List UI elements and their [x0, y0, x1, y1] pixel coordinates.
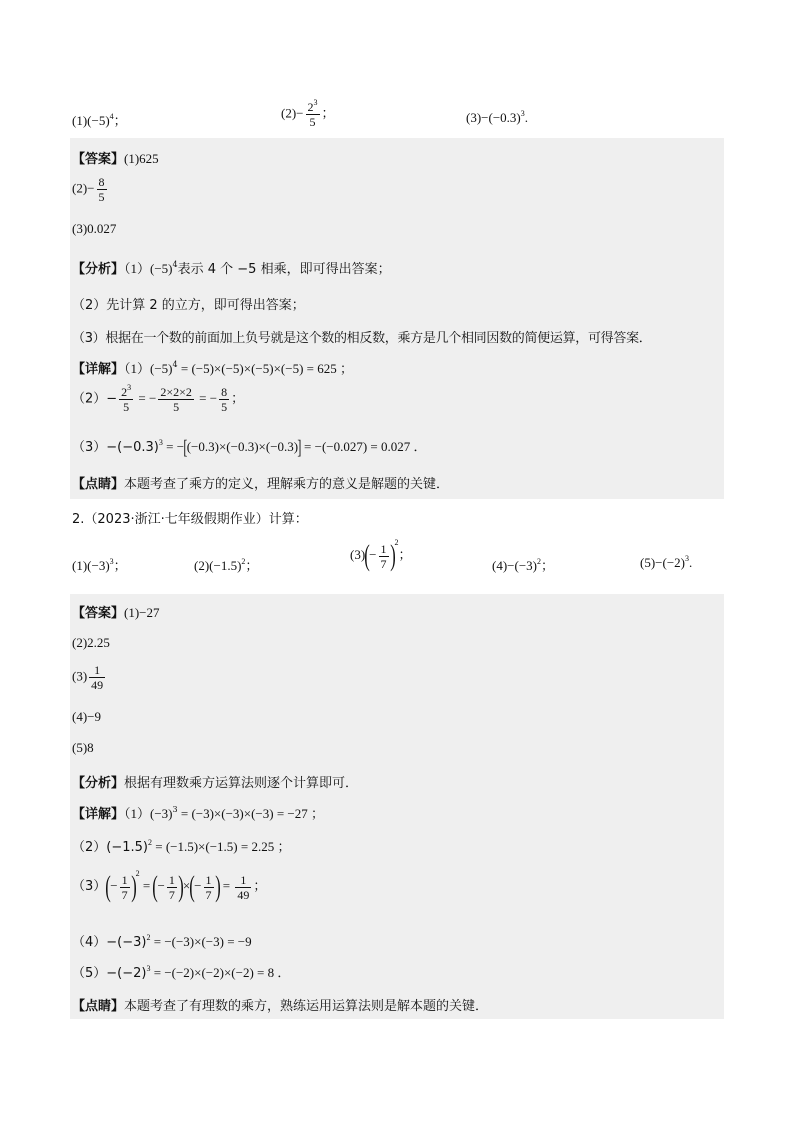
a2-comment-text: 本题考查了有理数的乘方，熟练运用运算法则是解本题的关键．: [124, 999, 489, 1014]
q2-item-3: [350, 537, 412, 572]
a2-detail-2-exponent: 2: [147, 838, 152, 847]
a2-detail-3-result-denominator: 49: [237, 887, 250, 902]
a1-comment-text: 本题考查了乘方的定义，理解乘方的意义是解题的关键．: [124, 477, 450, 492]
a1-detail-1-expr: （1）(−5): [124, 361, 173, 376]
a1-detail-2-eq-2: = −: [195, 390, 218, 406]
q2-item-5-exponent: 3: [684, 554, 689, 563]
a1-analysis-1-text: 表示 4 个 −5 相乘，即可得出答案；: [177, 262, 391, 277]
q2-item-3-sign: −: [369, 546, 377, 562]
q2-item-1-exponent: 3: [109, 557, 114, 566]
a2-detail-line-4: [72, 931, 252, 950]
a2-detail-3-label: （3）: [72, 878, 107, 894]
a1-detail-3-expr: （3）−(−0.3): [72, 440, 159, 455]
q1-item-1-exponent: 4: [109, 112, 114, 121]
a1-detail-3-right-bracket: ]: [297, 437, 302, 460]
a2-detail-1-result: = (−3)×(−3)×(−3) = −27 ；: [177, 806, 324, 821]
a2-detail-3-paren-open-1: (: [105, 870, 112, 903]
q1-item-3-tail: .: [524, 110, 528, 125]
a2-detail-3-eq-2: =: [219, 877, 234, 893]
a2-detail-2-expr: （2）(−1.5): [72, 840, 148, 855]
a2-answer-3-denominator: 49: [91, 678, 104, 692]
a2-detail-2-result: = (−1.5)×(−1.5) = 2.25 ；: [151, 839, 291, 854]
q2-item-3-numerator: 1: [380, 541, 387, 556]
a1-detail-2-tail: ；: [231, 391, 245, 407]
q2-item-1: [72, 555, 127, 574]
a1-detail-2-f3-denominator: 5: [221, 400, 228, 414]
q2-title: 2.（2023·浙江·七年级假期作业）计算：: [72, 512, 308, 527]
q2-item-4-exponent: 2: [536, 557, 541, 566]
answer-tag: 【答案】: [72, 606, 125, 621]
a2-analysis-text: 根据有理数乘方运算法则逐个计算即可．: [124, 776, 359, 791]
a2-detail-5-expr: （5）−(−2): [72, 966, 147, 981]
a1-analysis-1-expr: （1）(−5): [124, 261, 173, 276]
a1-answer-2-denominator: 5: [98, 190, 105, 204]
a1-detail-2-f2-denominator: 5: [173, 400, 180, 414]
a2-detail-3-f2-denominator: 7: [168, 887, 175, 902]
q2-item-1-base: (1)(−3): [72, 558, 110, 573]
a2-detail-3-fraction-3: [204, 873, 214, 902]
a2-detail-1-expr: （1）(−3): [124, 806, 173, 821]
q1-item-2-fraction: [306, 100, 320, 129]
a2-answer-3-fraction: [89, 663, 105, 692]
a2-detail-3-f1-numerator: 1: [121, 872, 128, 887]
a1-analysis-line-3: （3）根据在一个数的前面加上负号就是这个数的相反数，乘方是几个相同因数的简便运算，可得答案．: [72, 331, 652, 346]
a1-detail-2-f3-numerator: 8: [221, 385, 228, 399]
a2-detail-5-result: = −(−2)×(−2)×(−2) = 8 ．: [150, 965, 291, 980]
q2-item-2-base: (2)(−1.5): [194, 558, 242, 573]
q1-item-2-tail: ；: [321, 106, 335, 122]
q2-item-4-base: (4)−(−3): [492, 558, 537, 573]
a1-detail-3-inner: (−0.3)×(−0.3)×(−0.3): [186, 439, 299, 454]
a1-detail-line-1: [72, 358, 353, 377]
a2-detail-3-fraction-2: [167, 873, 177, 902]
q2-item-4: [492, 555, 554, 574]
a1-detail-3-eq: = −: [162, 439, 185, 454]
detail-tag: 【详解】: [72, 362, 125, 377]
analysis-tag: 【分析】: [72, 262, 125, 277]
a2-detail-3-exponent: 2: [135, 868, 140, 878]
a2-detail-3-paren-close-3: ): [214, 870, 221, 903]
a2-answer-5: (5)8: [72, 740, 94, 755]
a2-detail-3-eq-1: =: [139, 877, 154, 893]
a2-answer-3-numerator: 1: [89, 663, 105, 678]
a1-detail-2-eq-1: = −: [135, 390, 157, 406]
q2-item-5-base: (5)−(−2): [640, 555, 685, 570]
q2-item-3-denominator: 7: [380, 556, 387, 571]
q1-item-2-prefix: (2)−: [281, 105, 304, 121]
q2-item-2-tail: ；: [245, 559, 259, 574]
a2-detail-3-sign-1: −: [110, 877, 118, 893]
q2-item-3-open-paren: (: [364, 539, 370, 572]
a2-detail-3-sign-2: −: [157, 877, 165, 893]
q2-item-5-tail: .: [688, 555, 693, 570]
a1-answer-2: [72, 175, 109, 204]
a1-answer-3: (3)0.027: [72, 221, 117, 236]
q1-item-2-denominator: 5: [309, 115, 316, 129]
a1-detail-2-fraction-1: [119, 385, 133, 414]
a2-detail-3-times: ×: [182, 877, 191, 893]
answer-tag: 【答案】: [72, 152, 125, 167]
q2-item-3-close-paren: ): [389, 539, 396, 572]
a1-detail-3-exponent: 3: [158, 438, 163, 447]
a1-detail-1-result: = (−5)×(−5)×(−5)×(−5) = 625 ；: [177, 361, 353, 376]
a2-answer-2: (2)2.25: [72, 635, 110, 650]
a1-detail-2-f2-numerator: 2×2×2: [160, 385, 192, 399]
q1-item-1: [72, 110, 127, 129]
q2-item-3-exponent: 2: [394, 537, 399, 547]
q2-item-2-exponent: 2: [241, 557, 246, 566]
q2-item-3-fraction: [379, 542, 389, 571]
a1-answer-1: (1)625: [124, 151, 159, 166]
a2-detail-3-sign-3: −: [194, 877, 202, 893]
a2-analysis-line: [72, 772, 358, 791]
q1-item-1-base: (1)(−5): [72, 113, 110, 128]
a1-detail-2-label: （2）−: [72, 391, 118, 407]
a2-detail-3-f3-numerator: 1: [205, 872, 212, 887]
a2-detail-3-paren-open-3: (: [189, 870, 195, 903]
a1-detail-2-f1-exponent: 3: [127, 383, 132, 392]
a2-answer-3: [72, 663, 107, 692]
a2-detail-3-paren-close-2: ): [178, 870, 184, 903]
a1-detail-1-exponent: 4: [172, 360, 178, 369]
a1-analysis-1-exponent: 4: [172, 260, 178, 269]
a2-answer-1: (1)−27: [124, 605, 160, 620]
analysis-tag: 【分析】: [72, 776, 125, 791]
q1-item-1-tail: ；: [113, 114, 127, 129]
q2-item-1-tail: ；: [113, 559, 127, 574]
a1-detail-line-2: [72, 385, 244, 414]
q1-item-3: [466, 110, 528, 126]
q1-item-2-numerator-exponent: 3: [313, 98, 318, 107]
a1-detail-line-3: [72, 436, 427, 458]
q2-item-2: [194, 555, 258, 574]
comment-tag: 【点睛】: [72, 999, 125, 1014]
a2-detail-3-result-numerator: 1: [235, 873, 251, 888]
a2-answer-4: (4)−9: [72, 709, 101, 724]
a2-comment-line: [72, 995, 488, 1014]
q2-item-3-label: (3): [350, 546, 366, 562]
a1-detail-2-f1-denominator: 5: [123, 400, 130, 414]
a2-detail-4-expr: （4）−(−3): [72, 935, 147, 950]
a1-detail-2-f1-numerator: 2: [121, 385, 128, 399]
a2-detail-3-tail: ；: [253, 878, 267, 894]
a2-detail-line-1: [72, 803, 324, 822]
q1-item-3-base: (3)−(−0.3): [466, 110, 521, 125]
detail-tag: 【详解】: [72, 807, 125, 822]
a2-detail-4-exponent: 2: [146, 933, 151, 942]
a2-detail-line-5: [72, 962, 290, 981]
q1-item-2-numerator: 2: [307, 100, 314, 114]
a2-detail-line-3: [72, 868, 267, 903]
a2-answer-3-label: (3): [72, 668, 88, 684]
q2-item-3-tail: ；: [398, 547, 412, 563]
a2-detail-line-2: [72, 836, 290, 855]
a2-detail-3-f3-denominator: 7: [205, 887, 212, 902]
a1-detail-3-left-bracket: [: [183, 437, 188, 460]
comment-tag: 【点睛】: [72, 477, 125, 492]
a2-detail-5-exponent: 3: [146, 964, 151, 973]
a1-detail-2-fraction-2: [158, 385, 194, 414]
a2-detail-1-exponent: 3: [172, 805, 178, 814]
a1-answer-2-prefix: (2)−: [72, 180, 95, 196]
a1-analysis-line-2: （2）先计算 2 的立方，即可得出答案；: [72, 298, 305, 313]
a2-detail-3-paren-open-2: (: [152, 870, 159, 903]
a1-detail-3-result: = −(−0.027) = 0.027 ．: [300, 439, 427, 454]
q1-item-2: [281, 100, 335, 129]
a2-answer-line: [72, 602, 160, 621]
a1-comment-line: [72, 473, 449, 492]
q1-item-3-exponent: 3: [520, 109, 525, 118]
a2-detail-3-f2-numerator: 1: [168, 872, 175, 887]
a2-detail-3-result-fraction: [235, 873, 251, 902]
a1-answer-2-numerator: 8: [98, 175, 105, 189]
a1-analysis-line-1: [72, 258, 391, 277]
q2-item-4-tail: ；: [540, 559, 554, 574]
a1-answer-line: [72, 148, 159, 167]
a2-detail-3-fraction-1: [120, 873, 130, 902]
a2-detail-3-f1-denominator: 7: [121, 887, 128, 902]
a1-detail-2-fraction-3: [219, 385, 229, 414]
a2-detail-3-paren-close-1: ): [130, 870, 137, 903]
a2-detail-4-result: = −(−3)×(−3) = −9: [150, 934, 252, 949]
a1-answer-2-fraction: [97, 175, 107, 204]
q2-item-5: [640, 555, 692, 571]
